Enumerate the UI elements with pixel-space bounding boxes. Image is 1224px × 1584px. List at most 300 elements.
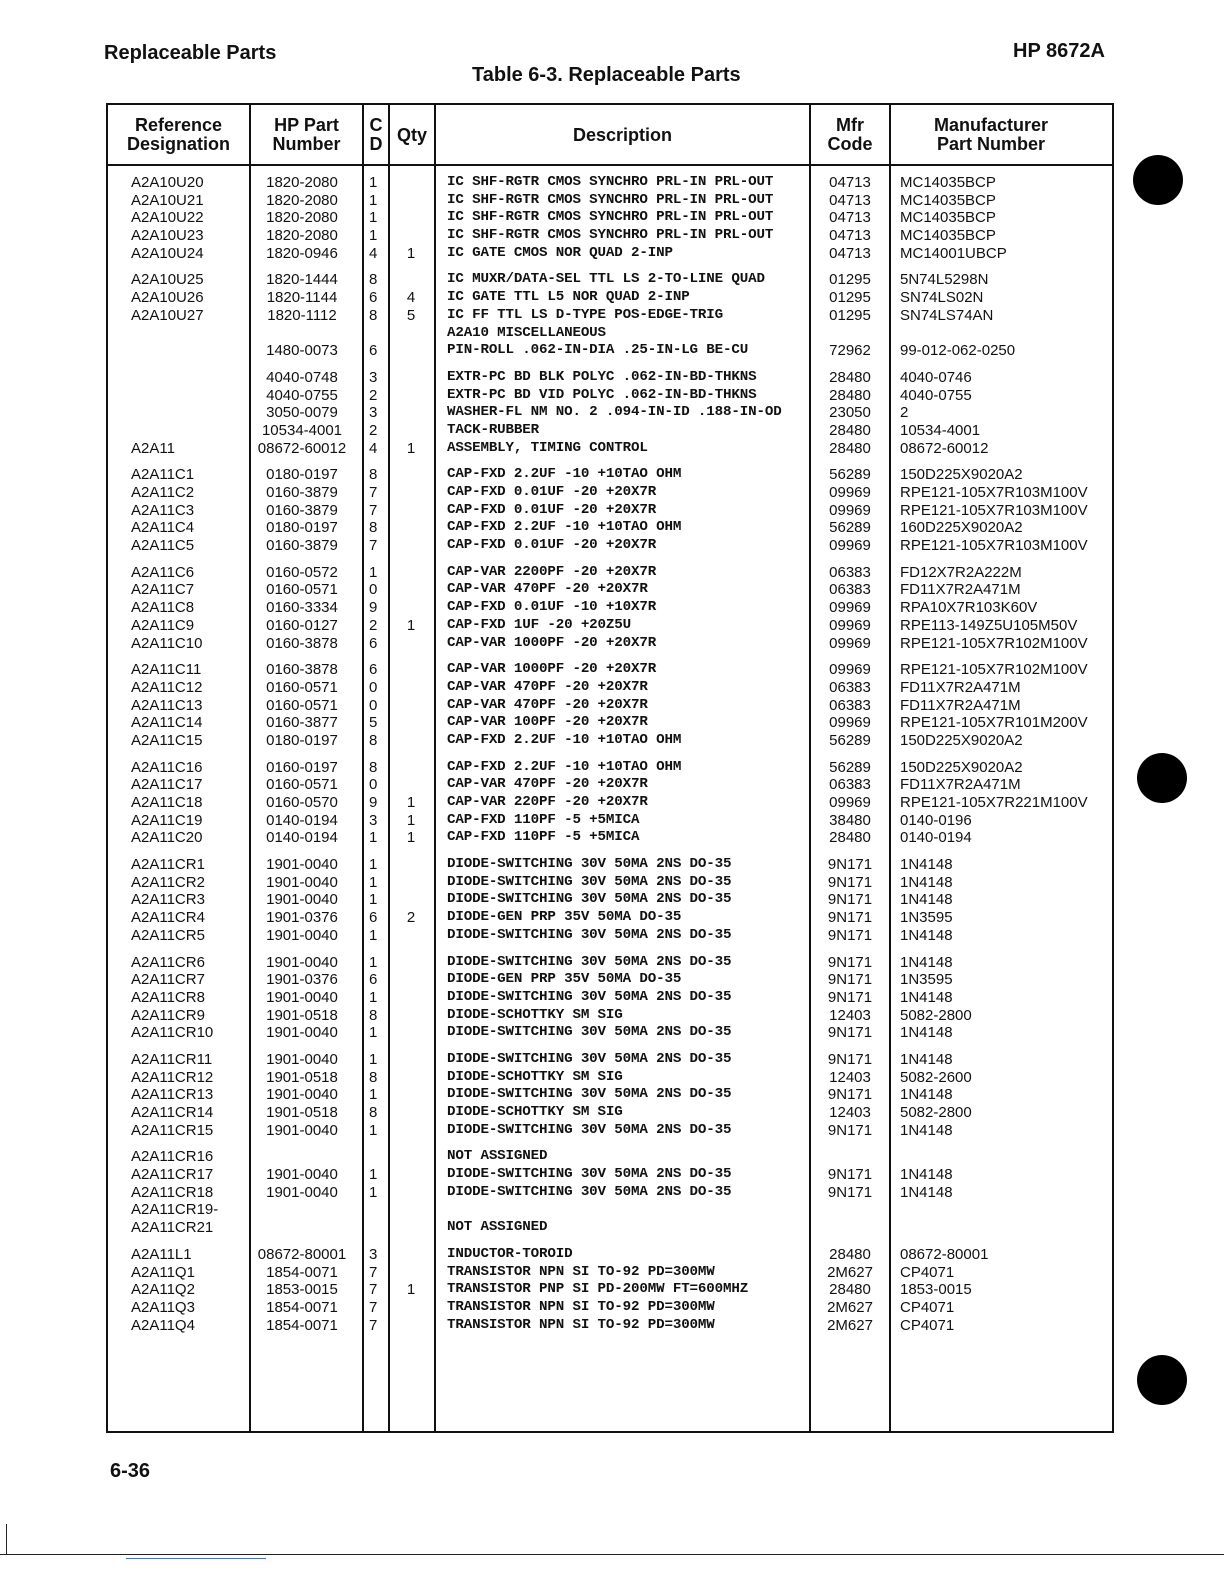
description-cell: CAP-FXD 2.2UF -10 +10TAO OHM <box>447 519 682 536</box>
mfr-code-cell: 09969 <box>829 794 871 811</box>
cd-digit-cell: 1 <box>369 926 378 944</box>
mfr-part-number-cell: MC14035BCP <box>900 227 996 245</box>
ref-designation-cell: A2A11C17 <box>131 776 203 794</box>
description-cell: INDUCTOR-TOROID <box>447 1245 573 1262</box>
cd-digit-cell: 1 <box>369 1166 378 1184</box>
description-cell: DIODE-SWITCHING 30V 50MA 2NS DO-35 <box>447 1024 732 1041</box>
mfr-code-cell: 23050 <box>829 404 871 422</box>
description-cell: TRANSISTOR NPN SI TO-92 PD=300MW <box>447 1316 715 1333</box>
cd-digit-cell: 4 <box>369 439 378 457</box>
mfr-code-cell: 9N171 <box>827 953 873 971</box>
cd-digit-cell: 6 <box>369 909 378 927</box>
mfr-part-number-cell: 5082-2600 <box>900 1068 972 1086</box>
table-row <box>0 776 1224 794</box>
hp-part-number-cell: 1820-0946 <box>266 244 338 262</box>
row-group <box>0 466 1224 554</box>
mfr-part-number-cell: 1N4148 <box>900 1086 953 1104</box>
table-row <box>0 927 1224 945</box>
hp-part-number-cell: 3050-0079 <box>266 404 338 422</box>
header-divider <box>106 164 1114 166</box>
mfr-part-number-cell: FD11X7R2A471M <box>900 678 1021 696</box>
table-row <box>0 1281 1224 1299</box>
hp-part-number-cell: 1901-0040 <box>266 1183 338 1201</box>
table-row <box>0 404 1224 422</box>
mfr-code-cell: 9N171 <box>827 1121 873 1139</box>
mfr-part-number-cell: SN74LS02N <box>900 289 984 307</box>
mfr-part-number-cell: CP4071 <box>900 1316 955 1334</box>
description-cell: IC SHF-RGTR CMOS SYNCHRO PRL-IN PRL-OUT <box>447 227 774 244</box>
cd-digit-cell: 7 <box>369 501 378 519</box>
mfr-code-cell: 9N171 <box>827 909 873 927</box>
hp-part-number-cell: 0160-3334 <box>266 599 338 617</box>
hp-part-number-cell: 0180-0197 <box>266 731 338 749</box>
mfr-part-number-cell: 1N4148 <box>900 988 953 1006</box>
description-cell: PIN-ROLL .062-IN-DIA .25-IN-LG BE-CU <box>447 342 749 359</box>
mfr-code-cell: 56289 <box>829 519 871 537</box>
cd-digit-cell: 6 <box>369 289 378 307</box>
mfr-code-cell: 38480 <box>829 811 871 829</box>
description-cell: NOT ASSIGNED <box>447 1148 548 1165</box>
column-header-mfr-part: Manufacturer Part Number <box>933 115 1049 154</box>
mfr-part-number-cell: 5N74L5298N <box>900 271 989 289</box>
mfr-code-cell: 09969 <box>829 634 871 652</box>
mfr-part-number-cell: 150D225X9020A2 <box>900 758 1023 776</box>
table-row <box>0 909 1224 927</box>
mfr-code-cell: 12403 <box>829 1006 871 1024</box>
mfr-code-cell: 9N171 <box>827 1183 873 1201</box>
table-row <box>0 732 1224 750</box>
mfr-part-number-cell: RPE121-105X7R103M100V <box>900 501 1088 519</box>
ref-designation-cell: A2A11CR6 <box>131 953 205 971</box>
mfr-code-cell: 28480 <box>829 368 871 386</box>
mfr-part-number-cell: 5082-2800 <box>900 1006 972 1024</box>
hp-part-number-cell: 1901-0040 <box>266 1086 338 1104</box>
description-cell: DIODE-GEN PRP 35V 50MA DO-35 <box>447 909 682 926</box>
table-row <box>0 289 1224 307</box>
mfr-part-number-cell: MC14035BCP <box>900 191 996 209</box>
table-row <box>0 1184 1224 1202</box>
cd-digit-cell: 7 <box>369 484 378 501</box>
ref-designation-cell: A2A11CR13 <box>131 1086 214 1104</box>
description-cell: WASHER-FL NM NO. 2 .094-IN-ID .188-IN-OD <box>447 404 782 421</box>
row-group <box>0 1148 1224 1236</box>
mfr-code-cell: 9N171 <box>827 873 873 891</box>
mfr-part-number-cell: RPE121-105X7R102M100V <box>900 634 1088 652</box>
description-cell: DIODE-SWITCHING 30V 50MA 2NS DO-35 <box>447 926 732 943</box>
hp-part-number-cell: 0160-3878 <box>266 634 338 652</box>
description-cell: DIODE-GEN PRP 35V 50MA DO-35 <box>447 971 682 988</box>
description-cell: NOT ASSIGNED <box>447 1219 548 1236</box>
hp-part-number-cell: 1901-0040 <box>266 891 338 909</box>
ref-designation-cell: A2A11Q2 <box>131 1281 195 1299</box>
cd-digit-cell: 3 <box>369 811 378 829</box>
cd-digit-cell: 2 <box>369 386 378 404</box>
description-cell: DIODE-SWITCHING 30V 50MA 2NS DO-35 <box>447 1086 732 1103</box>
cd-digit-cell: 0 <box>369 696 378 714</box>
ref-designation-cell: A2A11C8 <box>131 599 195 617</box>
hp-part-number-cell: 1901-0040 <box>266 953 338 971</box>
mfr-part-number-cell: SN74LS74AN <box>900 306 994 324</box>
mfr-code-cell: 12403 <box>829 1104 871 1121</box>
qty-cell: 1 <box>406 616 416 634</box>
ref-designation-cell: A2A11CR12 <box>131 1068 214 1086</box>
ref-designation-cell: A2A11C4 <box>131 519 195 537</box>
cd-digit-cell: 1 <box>369 988 378 1006</box>
qty-cell: 1 <box>406 811 416 829</box>
description-cell: DIODE-SWITCHING 30V 50MA 2NS DO-35 <box>447 988 732 1005</box>
hp-part-number-cell: 1820-1112 <box>267 306 337 324</box>
table-row <box>0 1264 1224 1282</box>
mfr-part-number-cell: 160D225X9020A2 <box>900 519 1023 537</box>
description-cell: EXTR-PC BD VID POLYC .062-IN-BD-THKNS <box>447 386 757 403</box>
mfr-code-cell: 9N171 <box>827 988 873 1006</box>
ref-designation-cell: A2A11C2 <box>131 484 195 501</box>
hp-part-number-cell: 0160-3879 <box>266 501 338 519</box>
description-cell: DIODE-SWITCHING 30V 50MA 2NS DO-35 <box>447 1166 732 1183</box>
ref-designation-cell: A2A11CR10 <box>131 1024 214 1042</box>
description-cell: ASSEMBLY, TIMING CONTROL <box>447 439 648 456</box>
description-cell: IC GATE CMOS NOR QUAD 2-INP <box>447 244 673 261</box>
cd-digit-cell: 8 <box>369 758 378 776</box>
table-row <box>0 519 1224 537</box>
row-group <box>0 954 1224 1042</box>
mfr-part-number-cell: 1N4148 <box>900 1183 953 1201</box>
description-cell: CAP-VAR 470PF -20 +20X7R <box>447 678 648 695</box>
mfr-code-cell: 2M627 <box>827 1263 873 1281</box>
mfr-code-cell: 9N171 <box>827 1086 873 1104</box>
hp-part-number-cell: 0160-0197 <box>266 758 338 776</box>
mfr-code-cell: 09969 <box>829 537 871 555</box>
cd-digit-cell: 1 <box>369 891 378 909</box>
table-row <box>0 1246 1224 1264</box>
ref-designation-cell: A2A11C9 <box>131 616 195 634</box>
ref-designation-cell: A2A11CR7 <box>131 971 205 989</box>
table-row <box>0 617 1224 635</box>
table-row <box>0 502 1224 520</box>
ref-designation-cell: A2A11CR11 <box>131 1050 213 1068</box>
table-row <box>0 1299 1224 1317</box>
hp-part-number-cell: 0160-3879 <box>266 537 338 555</box>
description-cell: CAP-VAR 220PF -20 +20X7R <box>447 794 648 810</box>
mfr-code-cell: 06383 <box>829 678 871 696</box>
cd-digit-cell: 0 <box>369 776 378 794</box>
table-row <box>0 307 1224 325</box>
table-row <box>0 245 1224 263</box>
table-row <box>0 1086 1224 1104</box>
mfr-code-cell: 2M627 <box>827 1298 873 1316</box>
ref-designation-cell: A2A11C14 <box>131 714 203 732</box>
hp-part-number-cell: 1820-2080 <box>266 191 338 209</box>
ref-designation-cell: A2A11C6 <box>131 563 195 581</box>
hp-part-number-cell: 1820-1144 <box>266 289 338 307</box>
hp-part-number-cell: 0160-0127 <box>266 616 338 634</box>
hp-part-number-cell: 1901-0040 <box>266 873 338 891</box>
ref-designation-cell: A2A11C20 <box>131 829 203 847</box>
hp-part-number-cell: 1901-0040 <box>266 926 338 944</box>
table-row <box>0 599 1224 617</box>
cd-digit-cell: 0 <box>369 678 378 696</box>
table-row <box>0 661 1224 679</box>
description-cell: CAP-FXD 110PF -5 +5MICA <box>447 811 640 828</box>
description-cell: A2A10 MISCELLANEOUS <box>447 324 606 341</box>
cd-digit-cell: 8 <box>369 1068 378 1086</box>
cd-digit-cell: 1 <box>369 174 378 191</box>
description-cell: CAP-VAR 1000PF -20 +20X7R <box>447 661 657 678</box>
ref-designation-cell: A2A11CR18 <box>131 1183 214 1201</box>
mfr-code-cell: 04713 <box>829 191 871 209</box>
hp-part-number-cell: 1901-0518 <box>266 1104 338 1121</box>
mfr-code-cell: 9N171 <box>827 971 873 989</box>
table-row <box>0 1007 1224 1025</box>
mfr-code-cell: 28480 <box>829 1281 871 1299</box>
table-row <box>0 581 1224 599</box>
qty-cell: 1 <box>406 1281 416 1299</box>
column-header-description: Description <box>572 124 673 145</box>
table-row <box>0 1051 1224 1069</box>
table-row <box>0 1069 1224 1087</box>
description-cell: CAP-FXD 0.01UF -20 +20X7R <box>447 537 657 554</box>
cd-digit-cell: 9 <box>369 794 378 811</box>
cd-digit-cell: 8 <box>369 466 378 484</box>
mfr-part-number-cell: 10534-4001 <box>900 421 981 439</box>
description-cell: CAP-VAR 470PF -20 +20X7R <box>447 581 648 598</box>
hp-part-number-cell: 08672-80001 <box>257 1245 347 1263</box>
table-row <box>0 422 1224 440</box>
table-row <box>0 174 1224 192</box>
hp-part-number-cell: 0160-3879 <box>266 484 338 501</box>
mfr-part-number-cell: FD12X7R2A222M <box>900 563 1022 581</box>
mfr-code-cell: 56289 <box>829 466 871 484</box>
mfr-code-cell: 06383 <box>829 581 871 599</box>
mfr-part-number-cell: 1N4148 <box>900 891 953 909</box>
mfr-code-cell: 09969 <box>829 714 871 732</box>
mfr-code-cell: 01295 <box>829 289 871 307</box>
hp-part-number-cell: 0160-0572 <box>266 563 338 581</box>
mfr-code-cell: 04713 <box>829 174 871 191</box>
mfr-part-number-cell: RPE121-105X7R102M100V <box>900 661 1088 679</box>
ref-designation-cell: A2A11CR1 <box>131 856 205 874</box>
mfr-code-cell: 9N171 <box>827 1050 873 1068</box>
qty-cell: 1 <box>406 244 416 262</box>
mfr-code-cell: 09969 <box>829 599 871 617</box>
mfr-part-number-cell: 4040-0746 <box>900 368 972 386</box>
ref-designation-cell: A2A11C19 <box>131 811 203 829</box>
hp-part-number-cell: 1820-2080 <box>266 209 338 227</box>
table-row <box>0 369 1224 387</box>
description-cell: IC SHF-RGTR CMOS SYNCHRO PRL-IN PRL-OUT <box>447 191 774 208</box>
description-cell: DIODE-SCHOTTKY SM SIG <box>447 1104 623 1120</box>
table-row <box>0 325 1224 343</box>
mfr-part-number-cell: 08672-80001 <box>900 1245 989 1263</box>
description-cell: IC SHF-RGTR CMOS SYNCHRO PRL-IN PRL-OUT <box>447 174 774 190</box>
mfr-code-cell: 9N171 <box>827 856 873 874</box>
parts-table-body <box>0 174 1224 1343</box>
description-cell: IC FF TTL LS D-TYPE POS-EDGE-TRIG <box>447 306 724 323</box>
row-group <box>0 271 1224 359</box>
hp-part-number-cell: 0140-0194 <box>266 829 338 847</box>
hp-part-number-cell: 1820-2080 <box>266 174 338 191</box>
mfr-part-number-cell: FD11X7R2A471M <box>900 581 1021 599</box>
hp-part-number-cell: 1901-0040 <box>266 1121 338 1139</box>
mfr-part-number-cell: RPE121-105X7R221M100V <box>900 794 1088 811</box>
table-row <box>0 1166 1224 1184</box>
mfr-part-number-cell: 1N4148 <box>900 926 953 944</box>
mfr-code-cell: 9N171 <box>827 1024 873 1042</box>
description-cell: DIODE-SWITCHING 30V 50MA 2NS DO-35 <box>447 953 732 970</box>
mfr-code-cell: 09969 <box>829 661 871 679</box>
table-row <box>0 1219 1224 1237</box>
table-row <box>0 954 1224 972</box>
cd-digit-cell: 7 <box>369 1263 378 1281</box>
description-cell: CAP-VAR 2200PF -20 +20X7R <box>447 563 657 580</box>
cd-digit-cell: 1 <box>369 856 378 874</box>
row-group <box>0 369 1224 457</box>
cd-digit-cell: 1 <box>369 1086 378 1104</box>
cd-digit-cell: 1 <box>369 829 378 847</box>
mfr-part-number-cell: 1N3595 <box>900 971 953 989</box>
hp-part-number-cell: 0180-0197 <box>266 466 338 484</box>
cd-digit-cell: 1 <box>369 873 378 891</box>
mfr-code-cell: 04713 <box>829 244 871 262</box>
table-row <box>0 564 1224 582</box>
mfr-code-cell: 06383 <box>829 696 871 714</box>
hp-part-number-cell: 1854-0071 <box>266 1263 338 1281</box>
description-cell: CAP-FXD 0.01UF -10 +10X7R <box>447 599 657 616</box>
mfr-part-number-cell: 0140-0196 <box>900 811 972 829</box>
mfr-code-cell: 12403 <box>829 1068 871 1086</box>
ref-designation-cell: A2A11C16 <box>131 758 203 776</box>
table-row <box>0 856 1224 874</box>
description-cell: DIODE-SCHOTTKY SM SIG <box>447 1068 623 1085</box>
ref-designation-cell: A2A11C7 <box>131 581 195 599</box>
mfr-part-number-cell: FD11X7R2A471M <box>900 776 1021 794</box>
description-cell: DIODE-SCHOTTKY SM SIG <box>447 1006 623 1023</box>
table-row <box>0 891 1224 909</box>
description-cell: CAP-VAR 1000PF -20 +20X7R <box>447 634 657 651</box>
mfr-part-number-cell: MC14035BCP <box>900 209 996 227</box>
cd-digit-cell: 8 <box>369 306 378 324</box>
description-cell: IC GATE TTL L5 NOR QUAD 2-INP <box>447 289 690 306</box>
cd-digit-cell: 7 <box>369 1316 378 1334</box>
column-header-reference: Reference Designation <box>126 115 230 154</box>
cd-digit-cell: 8 <box>369 271 378 289</box>
table-row <box>0 794 1224 812</box>
ref-designation-cell: A2A10U22 <box>131 209 204 227</box>
mfr-part-number-cell: 1N4148 <box>900 953 953 971</box>
description-cell: CAP-VAR 470PF -20 +20X7R <box>447 776 648 793</box>
mfr-code-cell: 06383 <box>829 563 871 581</box>
mfr-code-cell: 56289 <box>829 731 871 749</box>
cd-digit-cell: 1 <box>369 209 378 227</box>
mfr-part-number-cell: 1N4148 <box>900 873 953 891</box>
mfr-part-number-cell: 1N4148 <box>900 1050 953 1068</box>
mfr-part-number-cell: FD11X7R2A471M <box>900 696 1021 714</box>
cd-digit-cell: 3 <box>369 404 378 422</box>
row-group <box>0 564 1224 652</box>
ref-designation-cell: A2A10U25 <box>131 271 204 289</box>
hp-part-number-cell: 1901-0040 <box>266 1024 338 1042</box>
table-row <box>0 1024 1224 1042</box>
table-title: Table 6-3. Replaceable Parts <box>472 64 741 86</box>
mfr-part-number-cell: 1N4148 <box>900 1166 953 1184</box>
cd-digit-cell: 1 <box>369 1121 378 1139</box>
hp-part-number-cell: 0140-0194 <box>266 811 338 829</box>
hp-part-number-cell: 0160-0571 <box>266 581 338 599</box>
cd-digit-cell: 1 <box>369 1183 378 1201</box>
table-row <box>0 1148 1224 1166</box>
mfr-part-number-cell: 1N4148 <box>900 1121 953 1139</box>
ref-designation-cell: A2A11CR15 <box>131 1121 214 1139</box>
description-cell: IC MUXR/DATA-SEL TTL LS 2-TO-LINE QUAD <box>447 271 765 288</box>
hp-part-number-cell: 1820-2080 <box>266 227 338 245</box>
hp-part-number-cell: 1901-0376 <box>266 909 338 927</box>
description-cell: CAP-FXD 110PF -5 +5MICA <box>447 829 640 846</box>
table-row <box>0 874 1224 892</box>
description-cell: CAP-VAR 100PF -20 +20X7R <box>447 714 648 731</box>
description-cell: DIODE-SWITCHING 30V 50MA 2NS DO-35 <box>447 1050 732 1067</box>
cd-digit-cell: 2 <box>369 421 378 439</box>
mfr-part-number-cell: 1N4148 <box>900 856 953 874</box>
hp-part-number-cell: 4040-0748 <box>266 368 338 386</box>
qty-cell: 1 <box>406 439 416 457</box>
mfr-code-cell: 04713 <box>829 227 871 245</box>
row-group <box>0 856 1224 944</box>
description-cell: CAP-FXD 2.2UF -10 +10TAO OHM <box>447 731 682 748</box>
hp-part-number-cell: 1901-0040 <box>266 988 338 1006</box>
cd-digit-cell: 0 <box>369 581 378 599</box>
mfr-code-cell: 28480 <box>829 386 871 404</box>
table-row <box>0 440 1224 458</box>
cd-digit-cell: 6 <box>369 342 378 360</box>
cd-digit-cell: 9 <box>369 599 378 617</box>
ref-designation-cell: A2A10U26 <box>131 289 204 307</box>
ref-designation-cell: A2A11 <box>131 439 175 457</box>
row-group <box>0 174 1224 262</box>
mfr-code-cell: 09969 <box>829 484 871 501</box>
cd-digit-cell: 1 <box>369 227 378 245</box>
mfr-part-number-cell: RPE121-105X7R101M200V <box>900 714 1088 732</box>
page-header-section: Replaceable Parts <box>104 42 277 64</box>
description-cell: TACK-RUBBER <box>447 421 540 438</box>
mfr-code-cell: 9N171 <box>827 1166 873 1184</box>
ref-designation-cell: A2A11C18 <box>131 794 203 811</box>
table-row <box>0 537 1224 555</box>
hp-part-number-cell: 0160-3878 <box>266 661 338 679</box>
column-header-mfr-code: Mfr Code <box>827 115 873 154</box>
table-row <box>0 812 1224 830</box>
cd-digit-cell: 1 <box>369 191 378 209</box>
hp-part-number-cell: 1901-0040 <box>266 856 338 874</box>
cd-digit-cell: 7 <box>369 537 378 555</box>
ref-designation-cell: A2A11CR2 <box>131 873 205 891</box>
table-row <box>0 971 1224 989</box>
row-group <box>0 1246 1224 1334</box>
table-row <box>0 635 1224 653</box>
hp-part-number-cell: 08672-60012 <box>257 439 347 457</box>
mfr-part-number-cell: RPE121-105X7R103M100V <box>900 537 1088 555</box>
row-group <box>0 661 1224 749</box>
mfr-code-cell: 28480 <box>829 421 871 439</box>
ref-designation-cell: A2A11CR14 <box>131 1104 214 1121</box>
cd-digit-cell: 1 <box>369 1050 378 1068</box>
table-row <box>0 829 1224 847</box>
table-row <box>0 759 1224 777</box>
mfr-part-number-cell: CP4071 <box>900 1298 955 1316</box>
ref-designation-cell: A2A11C1 <box>131 466 195 484</box>
cd-digit-cell: 4 <box>369 244 378 262</box>
table-row <box>0 679 1224 697</box>
mfr-code-cell: 56289 <box>829 758 871 776</box>
